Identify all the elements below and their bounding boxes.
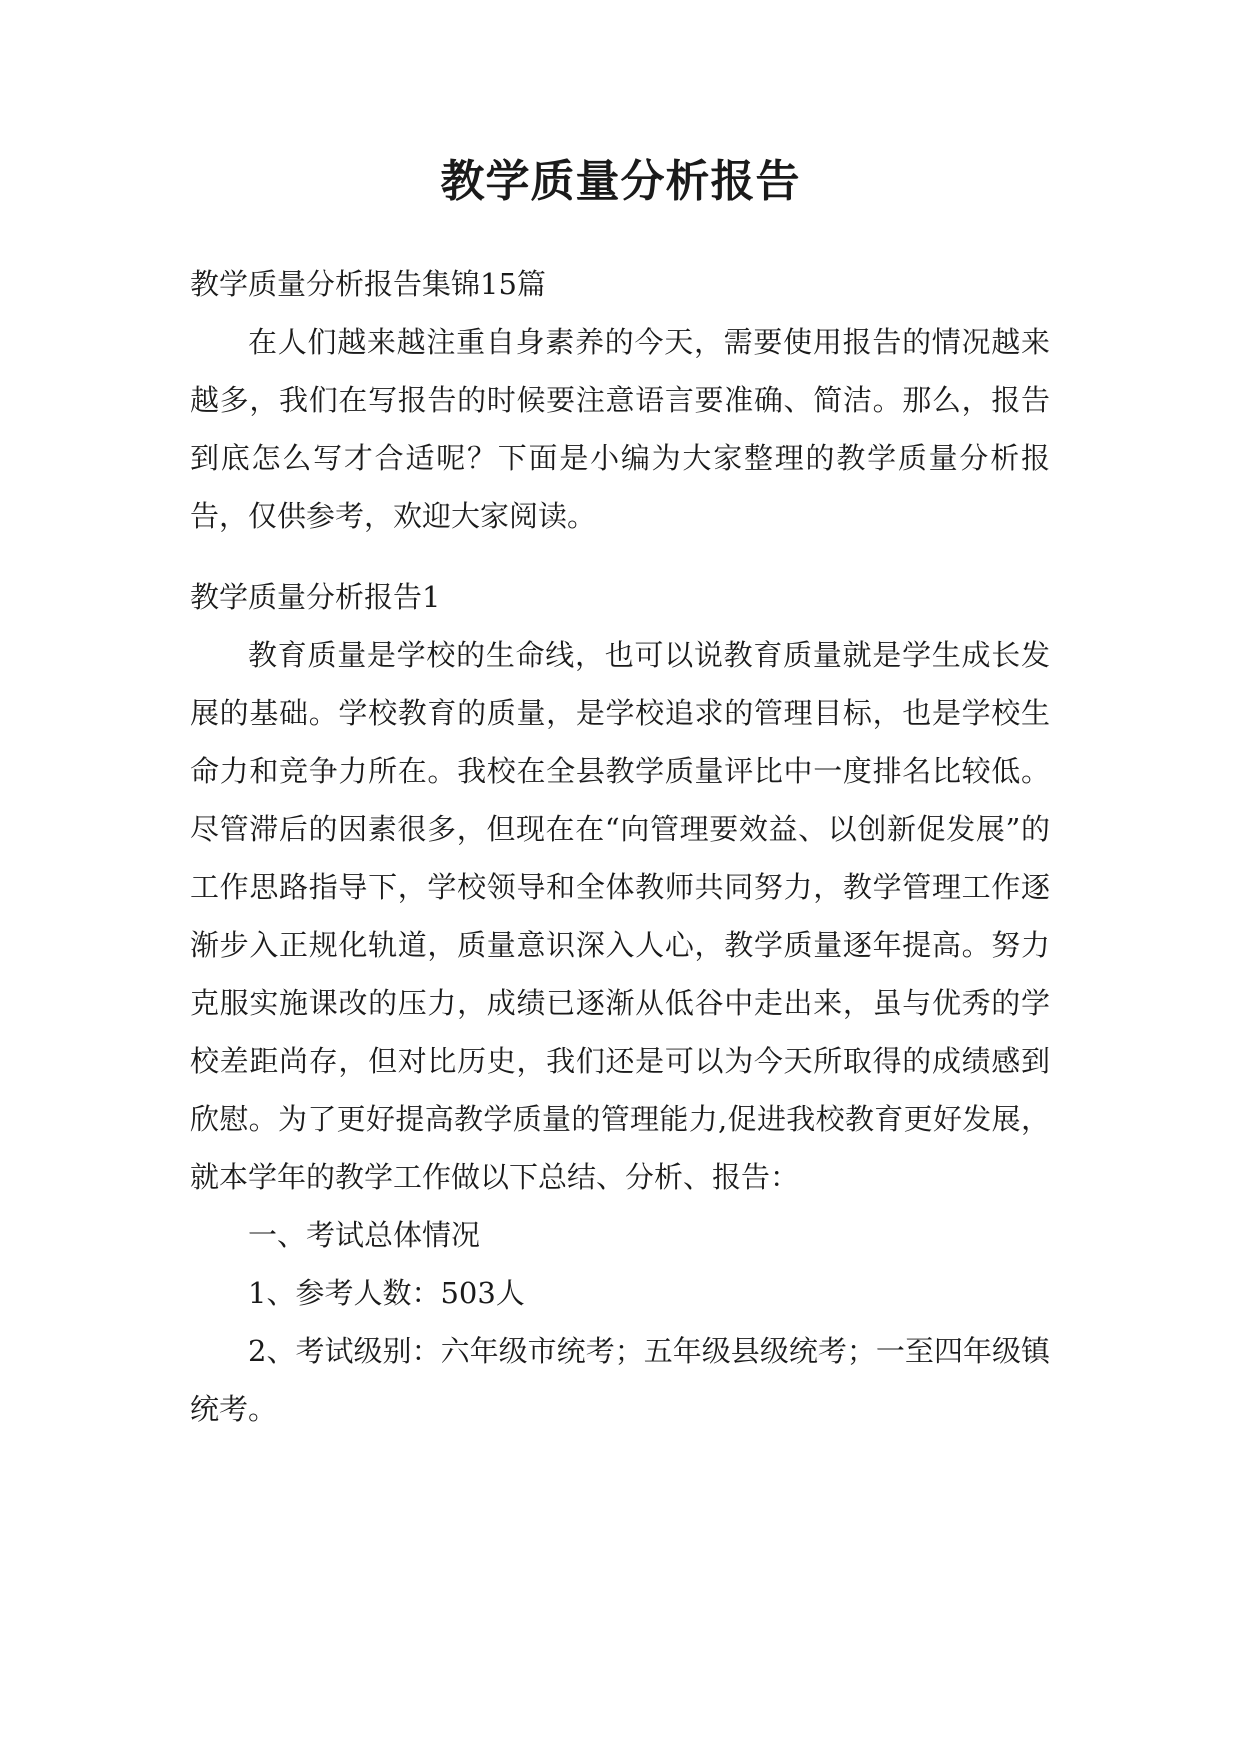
document-title: 教学质量分析报告 [440,156,801,207]
item-2: 2、考试级别：六年级市统考；五年级县级统考；一至四年级镇统考。 [190,1334,1050,1426]
collection-heading: 教学质量分析报告集锦15篇 [190,267,546,301]
item-1: 1、参考人数：503人 [248,1276,525,1310]
section1-paragraph: 教育质量是学校的生命线，也可以说教育质量就是学生成长发展的基础。学校教育的质量，是学校追求的管理目标，也是学校生命力和竞争力所在。我校在全县教学质量评比中一度排名比较低。尽管滞后的因素很多，但现在在“向管理要效益、以创新促发展”的工作思路指导下，学校领导和全体教师共同努力，教学管理工作逐渐步入正规化轨道，质量意识深入人心，教学质量逐年提高。努力克服实施课改的压力，成绩已逐渐从低谷中走出来，虽与优秀的学校差距尚存，但对比历史，我们还是可以为今天所取得的成绩感到欣慰。为了更好提高教学质量的管理能力,促进我校教育更好发展，就本学年的教学工作做以下总结、分析、报告： [190,638,1050,1194]
intro-block [190,313,1050,545]
item-heading: 一、考试总体情况 [248,1218,481,1252]
section1-block [190,626,1050,1438]
section1-heading: 教学质量分析报告1 [190,580,441,614]
intro-paragraph: 在人们越来越注重自身素养的今天，需要使用报告的情况越来越多，我们在写报告的时候要注意语言要准确、简洁。那么，报告到底怎么写才合适呢？下面是小编为大家整理的教学质量分析报告，仅供参考，欢迎大家阅读。 [190,325,1050,533]
